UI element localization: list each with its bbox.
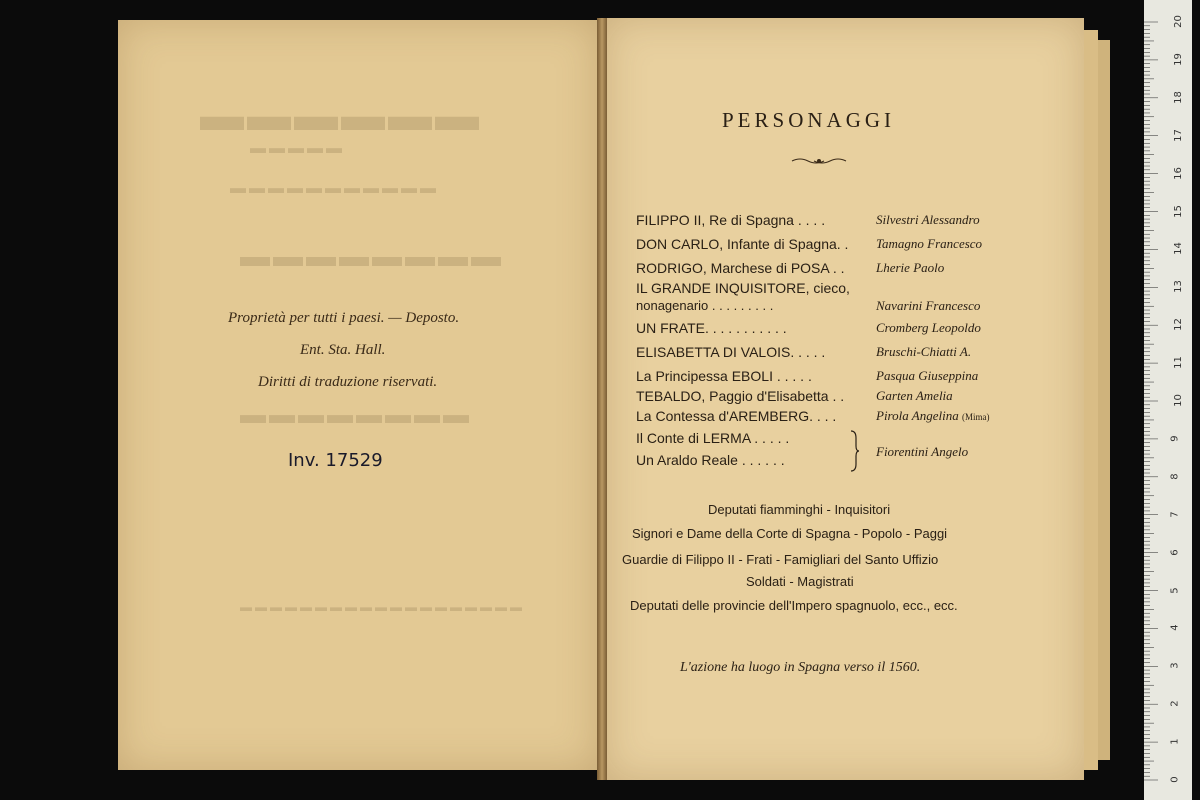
inventory-number: Inv. 17529 (288, 450, 383, 471)
singer-name: Navarini Francesco (876, 298, 981, 313)
ruler-mark-label: 1 (1169, 738, 1181, 745)
ruler-mark-label: 9 (1169, 435, 1181, 442)
role-name: IL GRANDE INQUISITORE, cieco, (636, 280, 850, 296)
bleed-through-texture: ▬▬▬▬▬▬▬▬ (240, 400, 472, 429)
cast-row (636, 320, 996, 340)
singer-name: Bruschi-Chiatti A. (876, 344, 972, 359)
role-name: TEBALDO, Paggio d'Elisabetta . . (636, 388, 845, 404)
bleed-through-texture: ▬▬▬▬▬ (250, 140, 345, 157)
role-name: nonagenario . . . . . . . . . (636, 298, 774, 313)
role-name: La Contessa d'AREMBERG. . . . (636, 408, 837, 424)
bleed-through-texture: ▬▬▬▬▬▬ (200, 91, 482, 140)
ruler-mark-label: 8 (1169, 473, 1181, 480)
rights-line: Proprietà per tutti i paesi. — Deposto. (228, 310, 460, 326)
ruler-mark-label: 4 (1169, 624, 1181, 632)
role-note: (Mima) (961, 412, 990, 422)
ruler-mark-label: 6 (1169, 548, 1181, 556)
extras-line: Guardie di Filippo II - Frati - Famigliari del Santo Uffizio (622, 552, 939, 567)
cast-row (636, 236, 996, 256)
ruler-mark-label: 12 (1172, 318, 1184, 332)
ruler-mark-label: 15 (1172, 204, 1184, 218)
cast-row (636, 368, 996, 388)
ornament-divider (790, 154, 848, 168)
ruler-ticks (1144, 0, 1192, 800)
cast-row (636, 444, 996, 472)
rights-line: Diritti di traduzione riservati. (258, 374, 438, 390)
extras-line: Signori e Dame della Corte di Spagna - Popolo - Paggi (632, 526, 948, 541)
page-edge (1084, 30, 1098, 770)
cast-row (636, 260, 996, 280)
role-name: Il Conte di LERMA . . . . . (636, 430, 790, 446)
cast-row (636, 280, 996, 300)
singer-name: Tamagno Francesco (876, 236, 983, 251)
role-name: DON CARLO, Infante di Spagna. . (636, 236, 849, 252)
role-name: RODRIGO, Marchese di POSA . . (636, 260, 845, 276)
page-title: PERSONAGGI (722, 108, 896, 132)
ruler-mark-label: 7 (1169, 511, 1181, 518)
role-name: La Principessa EBOLI . . . . . (636, 368, 812, 384)
ruler-mark-label: 18 (1172, 90, 1184, 104)
cast-row (636, 408, 996, 428)
rights-line: Ent. Sta. Hall. (300, 342, 386, 358)
ruler-mark-label: 3 (1169, 662, 1181, 669)
bleed-through-texture: ▬▬▬▬▬▬▬▬▬▬▬▬▬▬▬▬▬▬▬ (240, 600, 525, 614)
extras-line: Deputati fiamminghi - Inquisitori (708, 502, 891, 517)
ruler-mark-label: 14 (1172, 242, 1184, 256)
singer-name: Fiorentini Angelo (876, 444, 969, 459)
ruler-mark-label: 10 (1172, 394, 1184, 407)
singer-name: Pirola Angelina (Mima) (876, 408, 990, 423)
ruler-mark-label: 17 (1172, 128, 1184, 142)
extras-line: Deputati delle provincie dell'Impero spagnuolo, ecc., ecc. (630, 598, 958, 613)
bleed-through-texture: ▬▬▬▬▬▬▬▬▬▬▬ (230, 180, 439, 197)
extras-line: Soldati - Magistrati (746, 574, 854, 589)
brace-icon (848, 430, 860, 472)
cast-row (636, 344, 996, 364)
ruler-mark-label: 5 (1169, 586, 1181, 594)
ruler-mark-label: 11 (1172, 356, 1184, 369)
role-name: UN FRATE. . . . . . . . . . . (636, 320, 787, 336)
ruler-mark-label: 16 (1172, 166, 1184, 180)
singer-name: Garten Amelia (876, 388, 953, 403)
bleed-through-texture: ▬▬▬▬▬▬▬▬ (240, 240, 504, 273)
singer-name: Lherie Paolo (876, 260, 945, 275)
cast-row (636, 388, 996, 408)
ruler-mark-label: 13 (1172, 280, 1184, 294)
ruler-mark-label: 0 (1169, 776, 1181, 783)
role-name: FILIPPO II, Re di Spagna . . . . (636, 212, 826, 228)
singer-name: Silvestri Alessandro (876, 212, 980, 227)
ruler-mark-label: 2 (1169, 700, 1181, 707)
role-name: ELISABETTA DI VALOIS. . . . . (636, 344, 826, 360)
cast-row (636, 298, 996, 318)
singer-name: Pasqua Giuseppina (876, 368, 979, 383)
ruler-mark-label: 20 (1172, 15, 1184, 28)
role-name: Un Araldo Reale . . . . . . (636, 452, 785, 468)
ruler-mark-label: 19 (1172, 53, 1184, 66)
setting-note: L'azione ha luogo in Spagna verso il 1560. (680, 660, 921, 675)
cast-row (636, 212, 996, 232)
book-gutter (597, 18, 607, 780)
page-edge (1098, 40, 1110, 760)
singer-name: Cromberg Leopoldo (876, 320, 981, 335)
